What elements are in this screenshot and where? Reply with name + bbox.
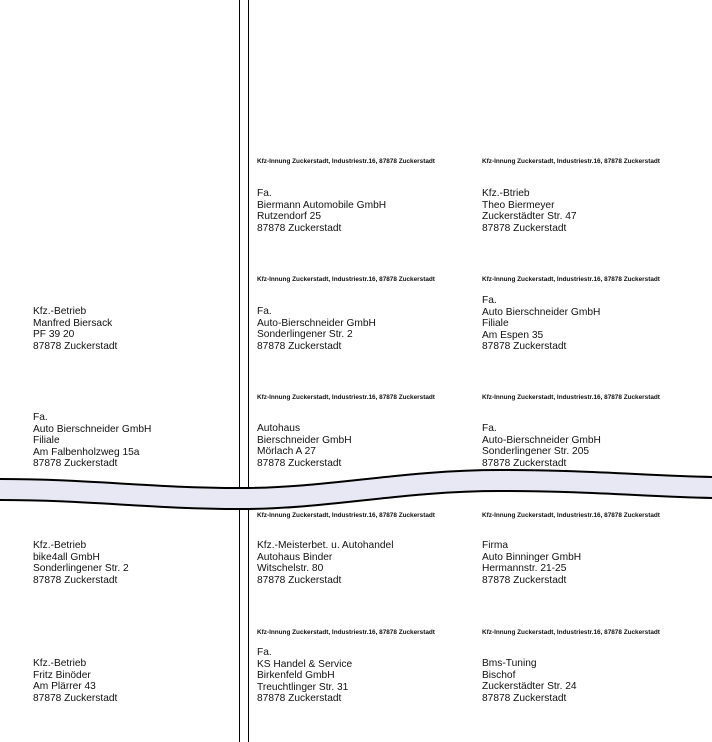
address-label: Fa. Auto-Bierschneider GmbH Sonderlingener Str. 205 87878 Zuckerstadt: [482, 423, 601, 469]
sender-line: Kfz-Innung Zuckerstadt, Industriestr.16, 87878 Zuckerstadt: [482, 629, 660, 636]
address-label: Kfz.-Betrieb Fritz Binöder Am Plärrer 43 87878 Zuckerstadt: [33, 658, 118, 704]
address-label: Fa. KS Handel & Service Birkenfeld GmbH Treuchtlinger Str. 31 87878 Zuckerstadt: [257, 647, 353, 705]
address-label: Fa. Auto-Bierschneider GmbH Sonderlingener Str. 2 87878 Zuckerstadt: [257, 306, 376, 352]
sender-line: Kfz-Innung Zuckerstadt, Industriestr.16, 87878 Zuckerstadt: [257, 629, 435, 636]
sender-line: Kfz-Innung Zuckerstadt, Industriestr.16, 87878 Zuckerstadt: [482, 512, 660, 519]
sender-line: Kfz-Innung Zuckerstadt, Industriestr.16, 87878 Zuckerstadt: [257, 512, 435, 519]
sender-line: Kfz-Innung Zuckerstadt, Industriestr.16, 87878 Zuckerstadt: [257, 276, 435, 283]
page-break-wave: [0, 466, 712, 516]
address-label: Autohaus Bierschneider GmbH Mörlach A 27 87878 Zuckerstadt: [257, 423, 352, 469]
address-label: Kfz.-Meisterbet. u. Autohandel Autohaus Binder Witschelstr. 80 87878 Zuckerstadt: [257, 540, 394, 586]
sender-line: Kfz-Innung Zuckerstadt, Industriestr.16, 87878 Zuckerstadt: [257, 158, 435, 165]
address-label: Kfz.-Betrieb Manfred Biersack PF 39 20 87878 Zuckerstadt: [33, 306, 118, 352]
sender-line: Kfz-Innung Zuckerstadt, Industriestr.16, 87878 Zuckerstadt: [482, 394, 660, 401]
address-label: Kfz.-Betrieb bike4all GmbH Sonderlingener Str. 2 87878 Zuckerstadt: [33, 540, 129, 586]
sender-line: Kfz-Innung Zuckerstadt, Industriestr.16, 87878 Zuckerstadt: [257, 394, 435, 401]
address-label: Fa. Biermann Automobile GmbH Rutzendorf 25 87878 Zuckerstadt: [257, 188, 387, 234]
address-label: Kfz.-Btrieb Theo Biermeyer Zuckerstädter Str. 47 87878 Zuckerstadt: [482, 188, 577, 234]
sender-line: Kfz-Innung Zuckerstadt, Industriestr.16, 87878 Zuckerstadt: [482, 158, 660, 165]
address-label: Fa. Auto Bierschneider GmbH Filiale Am Falbenholzweg 15a 87878 Zuckerstadt: [33, 412, 152, 470]
column-divider-left: [239, 0, 240, 742]
address-label: Bms-Tuning Bischof Zuckerstädter Str. 24 87878 Zuckerstadt: [482, 658, 577, 704]
address-label: Fa. Auto Bierschneider GmbH Filiale Am Espen 35 87878 Zuckerstadt: [482, 295, 601, 353]
column-divider-right: [248, 0, 249, 742]
sender-line: Kfz-Innung Zuckerstadt, Industriestr.16, 87878 Zuckerstadt: [482, 276, 660, 283]
address-label: Firma Auto Binninger GmbH Hermannstr. 21-25 87878 Zuckerstadt: [482, 540, 582, 586]
